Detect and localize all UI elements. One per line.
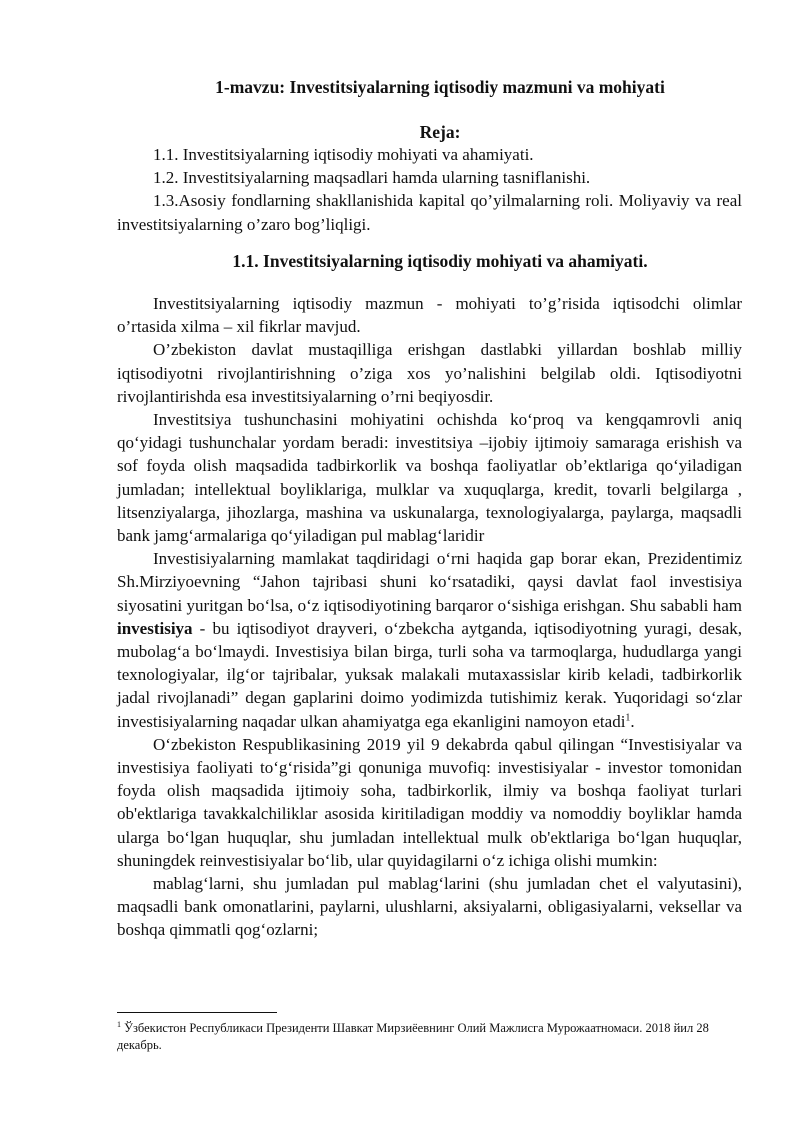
section-heading: 1.1. Investitsiyalarning iqtisodiy mohiyati va ahamiyati. (232, 251, 648, 271)
footnote-marker: 1 (117, 1019, 121, 1029)
footnote-reference[interactable]: 1 (625, 712, 631, 723)
paragraph-text: Investisiyalarning mamlakat taqdiridagi o‘rni haqida gap borar ekan, Prezidentimiz Sh.Mirziyoevning “Jahon tajribasi shuni ko‘rsatadiki, qaysi davlat faol investisiya siyosatini yuritgan bo‘lsa, o‘z iqtisodiyotining barqaror o‘sishiga erishgan. Shu sababli ham (117, 549, 742, 615)
footnote (117, 1020, 742, 1054)
paragraph: Investitsiya tushunchasini mohiyatini ochishda ko‘proq va kengqamrovli aniq qo‘yidagi tushunchalar yordam beradi: investitsiya –ijobiy ijtimoiy samaraga erishish va sof foyda olish maqsadida tadbirkorlik va boshqa faoliyatlar ob’ektlariga qo‘yiladigan jumladan; intellektual boyliklariga, mulklar va xuquqlarga, kredit, tovarli belgilarga , litsenziyalarga, jihozlarga, mashina va uskunalarga, texnologiyalarga, paylarga, maqsadli bank jamg‘armalariga qo‘yiladigan pul mablag‘laridir (117, 410, 742, 546)
paragraph: O’zbekiston davlat mustaqilliga erishgan dastlabki yillardan boshlab milliy iqtisodiyotni rivojlantirishning o’ziga xos yo’nalishini belgilab oldi. Iqtisodiyotni rivojlantirishda esa investitsiyalarning o’rni beqiyosdir. (117, 340, 742, 406)
bold-term: investisiya (117, 618, 193, 638)
footnote-divider (117, 1012, 277, 1013)
plan-item: 1.2. Investitsiyalarning maqsadlari hamda ularning tasniflanishi. (153, 168, 591, 188)
plan-list (117, 143, 742, 236)
paragraph: Investitsiyalarning iqtisodiy mazmun - mohiyati to’g’risida iqtisodchi olimlar o’rtasida xilma – xil fikrlar mavjud. (117, 294, 742, 337)
body-text (117, 292, 742, 942)
plan-item: 1.3.Asosiy fondlarning shakllanishida kapital qo’yilmalarning roli. Moliyaviy va real investitsiyalarning o’zaro bog’liqligi. (117, 191, 742, 234)
plan-item: 1.1. Investitsiyalarning iqtisodiy mohiyati va ahamiyati. (153, 145, 534, 164)
footnote-text: Ўзбекистон Республикаси Президенти Шавкат Мирзиёевнинг Олий Мажлисга Мурожаатномаси. 2018 йил 28 декабрь. (117, 1021, 709, 1052)
plan-heading: Reja: (419, 122, 461, 142)
paragraph-text: - bu iqtisodiyot drayveri, o‘zbekcha aytganda, iqtisodiyotning yuragi, desak, mubolag‘a bo‘lmaydi. Investisiya bilan birga, turli soha va tarmoqlarga, hududlarga yangi texnologiyalar, ilg‘or tajribalar, yuksak malakali mutaxassislar kirib keladi, tadbirkorlik jadal rivojlanadi” degan gaplarini doimo yodimizda tutishimiz kerak. Yuqoridagi so‘zlar investisiyalarning naqadar ulkan ahamiyatga ega ekanligini namoyon etadi (117, 618, 742, 731)
paragraph: O‘zbekiston Respublikasining 2019 yil 9 dekabrda qabul qilingan “Investisiyalar va investisiya faoliyati to‘g‘risida”gi qonuniga muvofiq: investisiyalar - investor tomonidan foyda olish maqsadida ijtimoiy soha, tadbirkorlik, ilmiy va boshqa faoliyat turlari ob'ektlariga tavakkalchiliklar asosida kiritiladigan moddiy va nomoddiy boyliklar hamda ularga bo‘lgan huquqlar, shu jumladan intellektual mulk ob'ektlariga bo‘lgan huquqlar, shuningdek reinvestisiyalar bo‘lib, ular quyidagilarni o‘z ichiga olishi mumkin: (117, 734, 742, 870)
paragraph (117, 547, 742, 733)
paragraph-text: . (630, 711, 635, 731)
paragraph: mablag‘larni, shu jumladan pul mablag‘larini (shu jumladan chet el valyutasini), maqsadli bank omonatlarini, paylarni, ulushlarni, aksiyalarni, obligasiyalarni, veksellar va boshqa qimmatli qog‘ozlarni; (117, 874, 742, 940)
page-title: 1-mavzu: Investitsiyalarning iqtisodiy mazmuni va mohiyati (215, 77, 665, 97)
